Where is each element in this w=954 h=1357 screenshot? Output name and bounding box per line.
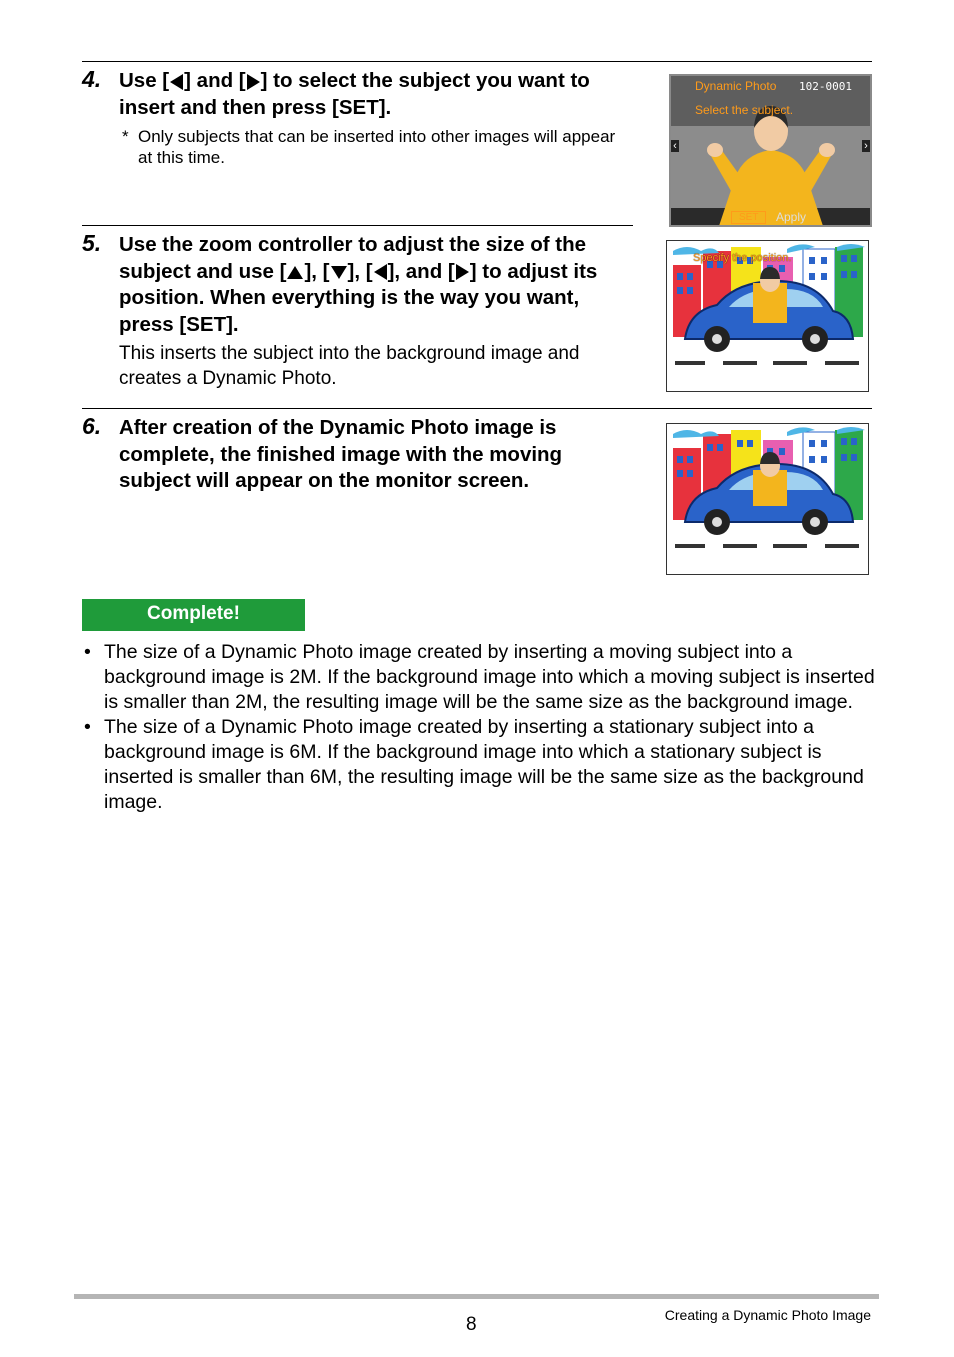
step5-number: 5. [82,230,102,256]
bullet-dot: • [84,716,91,738]
step4-number: 4. [82,66,102,92]
screen-right-arrow-icon: › [862,140,870,152]
finished-photo-illustration [667,424,868,574]
screen-mode-label: Dynamic Photo [695,79,777,93]
step5-rule [82,225,633,226]
step6-rule [82,408,872,409]
bullet-text: The size of a Dynamic Photo image created by inserting a stationary subject into a background image is 6M. If the background image into which a stationary subject is inserted is smaller than 6M, the resulting image will be the same size as the background image. [104,716,864,813]
step6-number: 6. [82,413,102,439]
step5-title-part5: ] to adjust its position. When everything is the way you want, press [SET]. [119,259,598,336]
page-number: 8 [466,1314,477,1335]
bullet-dot: • [84,641,91,663]
step4-rule [82,61,872,62]
step4-title-part2: ] and [ [184,69,246,92]
bullet-text: The size of a Dynamic Photo image created by inserting a moving subject into a background image is 2M. If the background image into which a moving subject is inserted is smaller than 2M, the resulting image will be the same size as the background image. [104,641,875,713]
left-arrow-icon [170,74,183,90]
screen-file-number: 102-0001 [799,80,852,93]
screen-left-arrow-icon: ‹ [671,140,679,152]
step6-title: After creation of the Dynamic Photo image is complete, the finished image with the moving subject will appear on the monitor screen. [119,416,563,492]
screen-prompt: Select the subject. [695,103,794,117]
step4-title [119,68,639,121]
down-arrow-icon [331,266,347,279]
complete-badge: Complete! [82,599,305,631]
step6-result-image [666,423,869,575]
list-item [82,715,882,815]
note-asterisk: * [122,127,129,146]
footer-section-title: Creating a Dynamic Photo Image [664,1307,871,1323]
list-item [82,640,882,715]
step4-title-part3: ] to select the subject you want to insert and then press [SET]. [119,69,590,119]
complete-notes [82,640,882,815]
right-arrow-icon [247,74,260,90]
step5-screen-image [666,240,869,392]
step5-title-part1: Use the zoom controller to adjust the size of the subject and use [ [119,233,586,283]
step4-note-text: Only subjects that can be inserted into other images will appear at this time. [138,127,616,167]
subject-illustration [671,76,870,225]
footer-divider [74,1294,879,1299]
screen-set-key: SET [731,211,766,224]
up-arrow-icon [287,266,303,279]
step5-title-part4: ], and [ [387,259,455,283]
step5-title-part3: ], [ [347,259,373,283]
screen-position-prompt: Specify the position. [693,252,792,264]
step5-title-part2: ], [ [304,259,330,283]
right-arrow-icon [456,264,469,280]
step5-body: This inserts the subject into the background image and creates a Dynamic Photo. [119,343,580,389]
step4-note [122,126,622,168]
step4-screen-image [669,74,872,227]
screen-set-label: Apply [776,210,807,224]
step4-title-part1: Use [ [119,69,170,92]
left-arrow-icon [374,264,387,280]
step5-title [119,232,639,338]
